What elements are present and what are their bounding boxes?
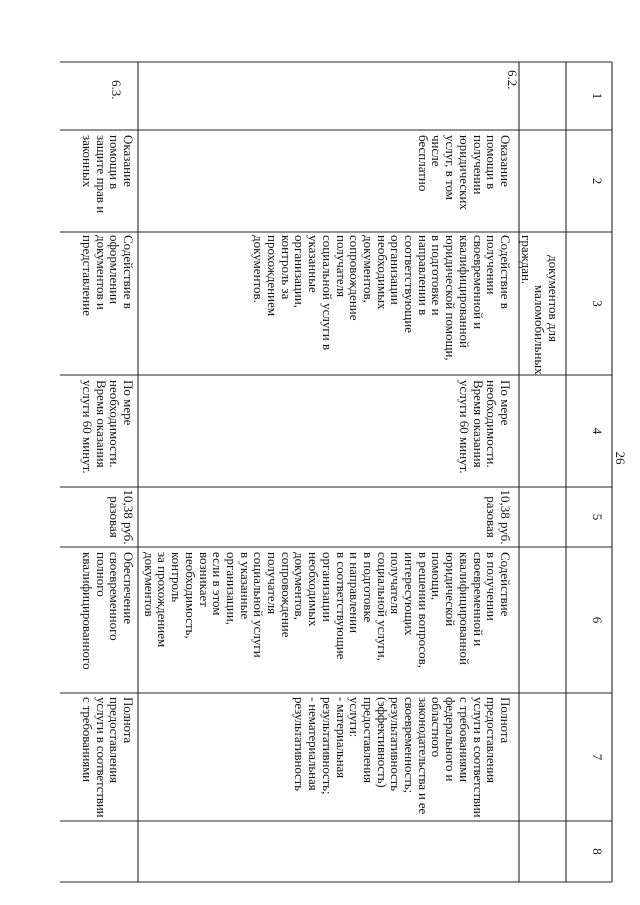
quality-criteria-cell: Полнота предоставления услуги в соответствии с требованиями федерального и областного законодательства и ее своевременность; результативность (эффективность) предоставления услуги: - материальная результативность; - нематериальная результативность — [292, 697, 513, 818]
page-number: 26 — [613, 451, 628, 465]
tariff-cell: 10,38 руб. разовая — [107, 489, 136, 545]
column-number-header: 5 — [590, 513, 605, 521]
service-scope-cell: Содействие в получении своевременной и квалифицированной юридической помощи, в решении вопросов, интересующих получателя социальной услуги, в подготовке и направлении в соответствующие организации необходимых документов, сопровождение получателя социальной услуги в указанные организации, если в этом возникает необходимость, контроль за прохождением документов — [141, 552, 513, 669]
previous-row-text-line: граждан. — [519, 235, 534, 285]
row-number-cell: 6.3. — [109, 80, 124, 100]
service-timing-cell: По мере необходимости. Время оказания услуги 60 минут. — [456, 380, 513, 474]
column-number-header: 1 — [590, 92, 605, 100]
row-number-cell: 6.2. — [505, 70, 520, 90]
service-name-cell: Оказание помощи в получении юридических услуг, в том числе бесплатно — [415, 135, 513, 210]
column-number-header: 2 — [590, 177, 605, 185]
previous-row-text-line: маломобильных — [532, 285, 547, 375]
service-description-cell: Содействие в получении своевременной и квалифицированной юридической помощи, в подготовке и направлении в соответствующие организации необходимых документов, сопровождение получателя социальной услуги в указанные организации, контроль за прохождением документов. — [251, 235, 513, 361]
service-scope-cell: Обеспечение своевременного полного квалифицированного — [79, 552, 136, 670]
column-number-header: 6 — [590, 616, 605, 624]
service-timing-cell: По мере необходимости. Время оказания услуги 60 минут. — [79, 380, 136, 474]
column-number-header: 7 — [590, 753, 605, 761]
column-number-header: 3 — [590, 300, 605, 307]
column-number-header: 8 — [590, 848, 605, 855]
service-description-cell: Содействие в оформлении документов и представление — [79, 235, 136, 316]
tariff-cell: 10,38 руб. разовая — [484, 489, 513, 545]
column-number-header: 4 — [590, 427, 605, 435]
previous-row-text-line: документов для — [546, 255, 561, 343]
quality-criteria-cell: Полнота предоставления услуги в соответствии с требованиями — [79, 697, 136, 818]
service-name-cell: Оказание помощи в защите прав и законных — [79, 135, 136, 214]
